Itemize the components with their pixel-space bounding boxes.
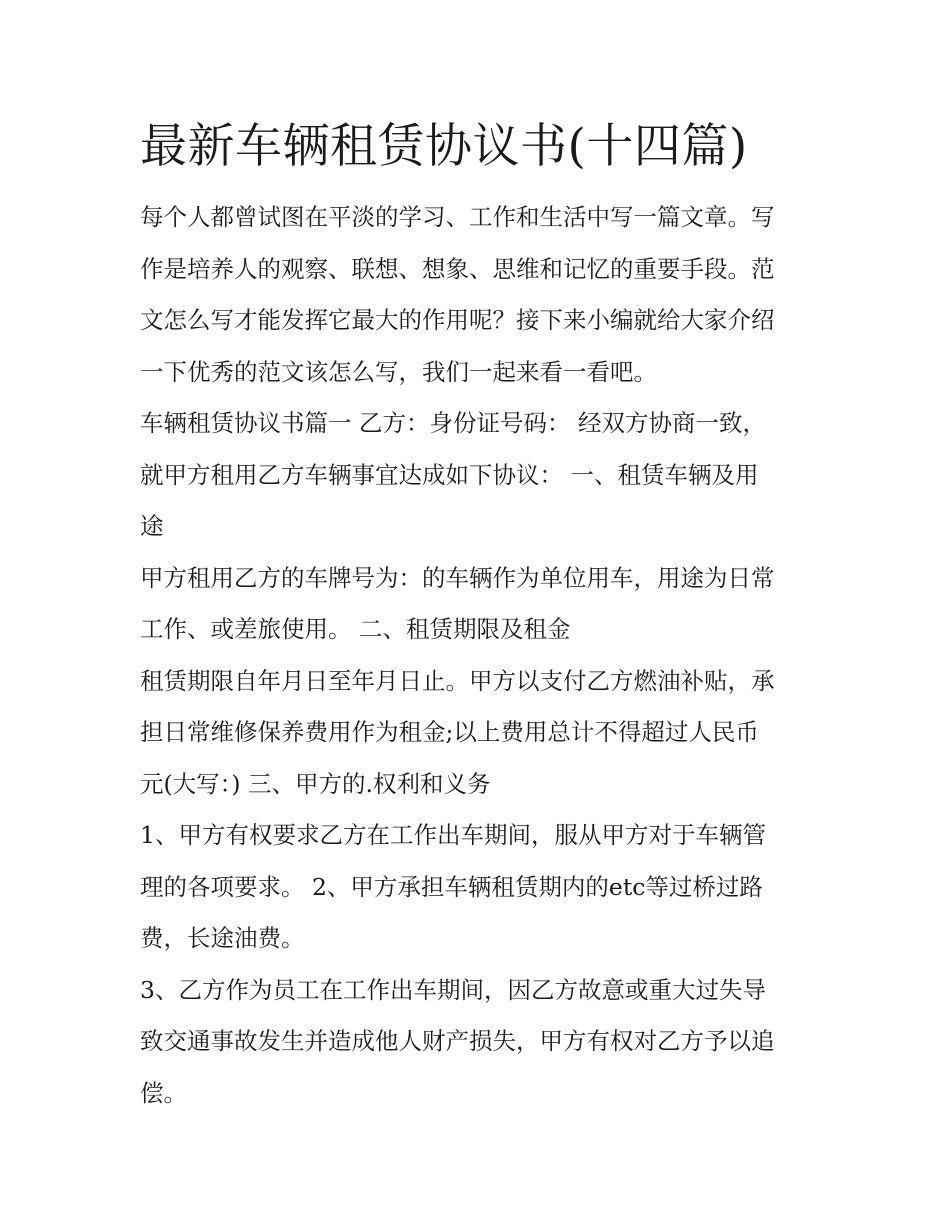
document-page: [140, 112, 820, 1119]
paragraph-lease-term-rent: 租赁期限自年月日至年月日止。甲方以支付乙方燃油补贴，承 担日常维修保养费用作为租金;以上费用总计不得超过人民币 元(大写：) 三、甲方的.权利和义务: [140, 666, 775, 798]
paragraph-intro: 每个人都曾试图在平淡的学习、工作和生活中写一篇文章。写 作是培养人的观察、联想、想象、思维和记忆的重要手段。范 文怎么写才能发挥它最大的作用呢？接下来小编就给大家介绍 一下优秀的范文该怎么写，我们一起来看一看吧。: [140, 203, 775, 386]
paragraph-party-a-rights-3: 3、乙方作为员工在工作出车期间，因乙方故意或重大过失导 致交通事故发生并造成他人财产损失，甲方有权对乙方予以追 偿。: [140, 975, 775, 1107]
paragraph-agreement-opening: 车辆租赁协议书篇一 乙方：身份证号码： 经双方协商一致， 就甲方租用乙方车辆事宜达成如下协议： 一、租赁车辆及用 途: [140, 409, 766, 540]
paragraph-party-a-rights-1-2: 1、甲方有权要求乙方在工作出车期间，服从甲方对于车辆管 理的各项要求。 2、甲方承担车辆租赁期内的etc等过桥过路 费，长途油费。: [140, 821, 766, 952]
paragraph-vehicle-usage: 甲方租用乙方的车牌号为：的车辆作为单位用车，用途为日常 工作、或差旅使用。 二、租赁期限及租金: [140, 563, 775, 643]
document-title: 最新车辆租赁协议书(十四篇): [140, 119, 748, 174]
